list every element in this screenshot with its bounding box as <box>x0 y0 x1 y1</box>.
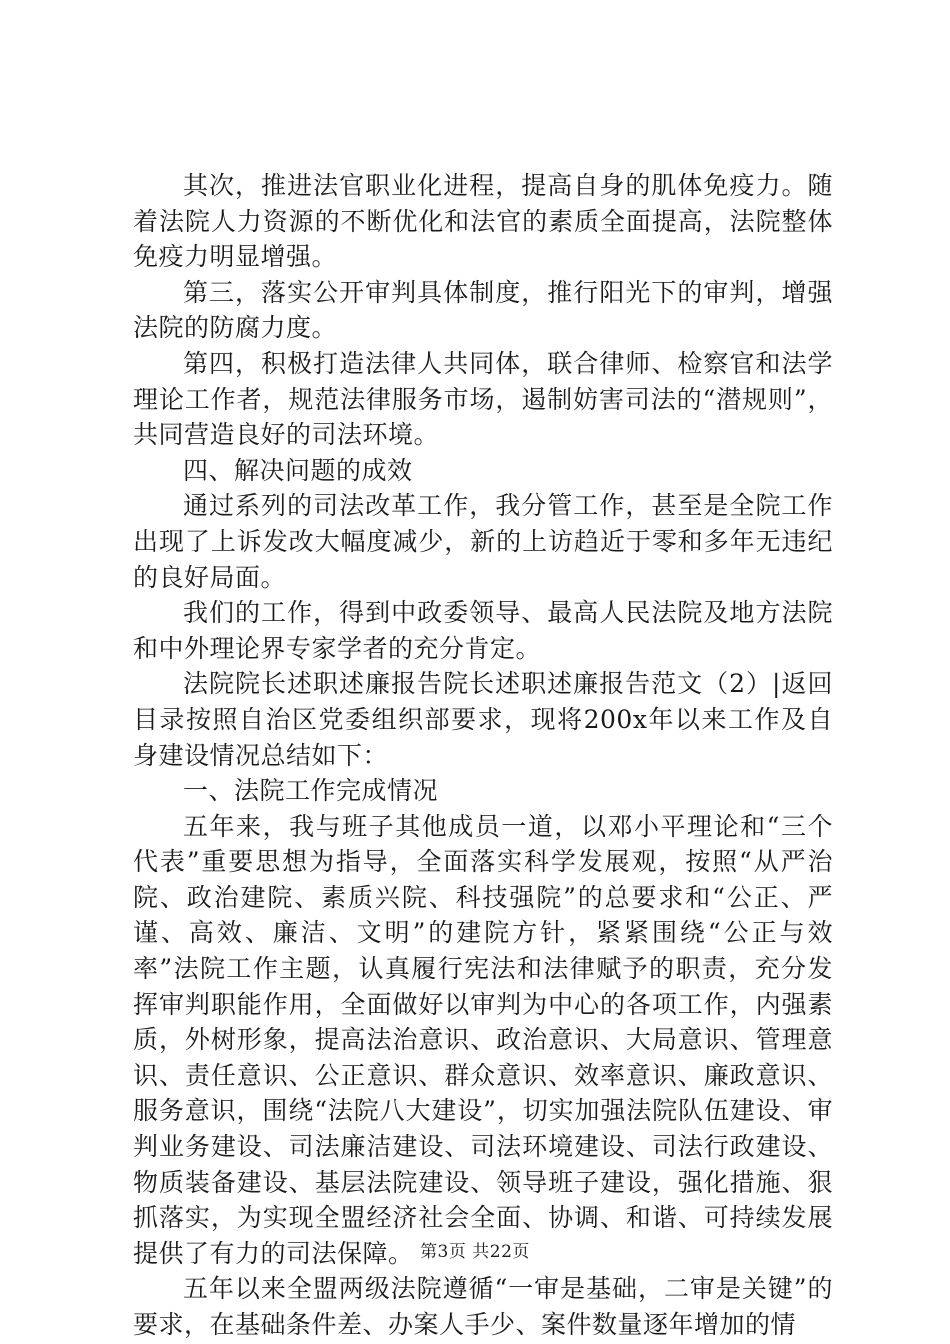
section-heading-4: 四、解决问题的成效 <box>183 455 413 485</box>
paragraph-5: 通过系列的司法改革工作，我分管工作，甚至是全院工作出现了上诉发改大幅度减少，新的上访趋近于零和多年无违纪的良好局面。 <box>133 491 833 592</box>
paragraph-10: 五年以来全盟两级法院遵循“一审是基础，二审是关键”的要求，在基础条件差、办案人手少、案件数量逐年增加的情 <box>133 1274 833 1339</box>
paragraph-1: 其次，推进法官职业化进程，提高自身的肌体免疫力。随着法院人力资源的不断优化和法官的素质全面提高，法院整体免疫力明显增强。 <box>133 171 833 272</box>
paragraph-7: 法院院长述职述廉报告院长述职述廉报告范文（2）|返回目录按照自治区党委组织部要求，现将200x年以来工作及自身建设情况总结如下： <box>133 669 833 770</box>
paragraph-9: 五年来，我与班子其他成员一道，以邓小平理论和“三个代表”重要思想为指导，全面落实科学发展观，按照“从严治院、政治建院、素质兴院、科技强院”的总要求和“公正、严谨、高效、廉洁、文明”的建院方针，紧紧围绕“公正与效率”法院工作主题，认真履行宪法和法律赋予的职责，充分发挥审判职能作用，全面做好以审判为中心的各项工作，内强素质，外树形象，提高法治意识、政治意识、大局意识、管理意识、责任意识、公正意识、群众意识、效率意识、廉政意识、服务意识，围绕“法院八大建设”，切实加强法院队伍建设、审判业务建设、司法廉洁建设、司法环境建设、司法行政建设、物质装备建设、基层法院建设、领导班子建设，强化措施、狠抓落实，为实现全盟经济社会全面、协调、和谐、可持续发展提供了有力的司法保障。 <box>133 811 833 1268</box>
paragraph-3: 第四，积极打造法律人共同体，联合律师、检察官和法学理论工作者，规范法律服务市场，遏制妨害司法的“潜规则”，共同营造良好的司法环境。 <box>133 348 833 450</box>
document-body <box>133 168 833 1343</box>
page-number: 第3页 共22页 <box>420 1242 530 1262</box>
section-heading-1: 一、法院工作完成情况 <box>183 776 439 806</box>
paragraph-2: 第三，落实公开审判具体制度，推行阳光下的审判，增强法院的防腐力度。 <box>133 277 833 343</box>
page-footer <box>0 1240 950 1264</box>
paragraph-6: 我们的工作，得到中政委领导、最高人民法院及地方法院和中外理论界专家学者的充分肯定。 <box>133 598 833 663</box>
